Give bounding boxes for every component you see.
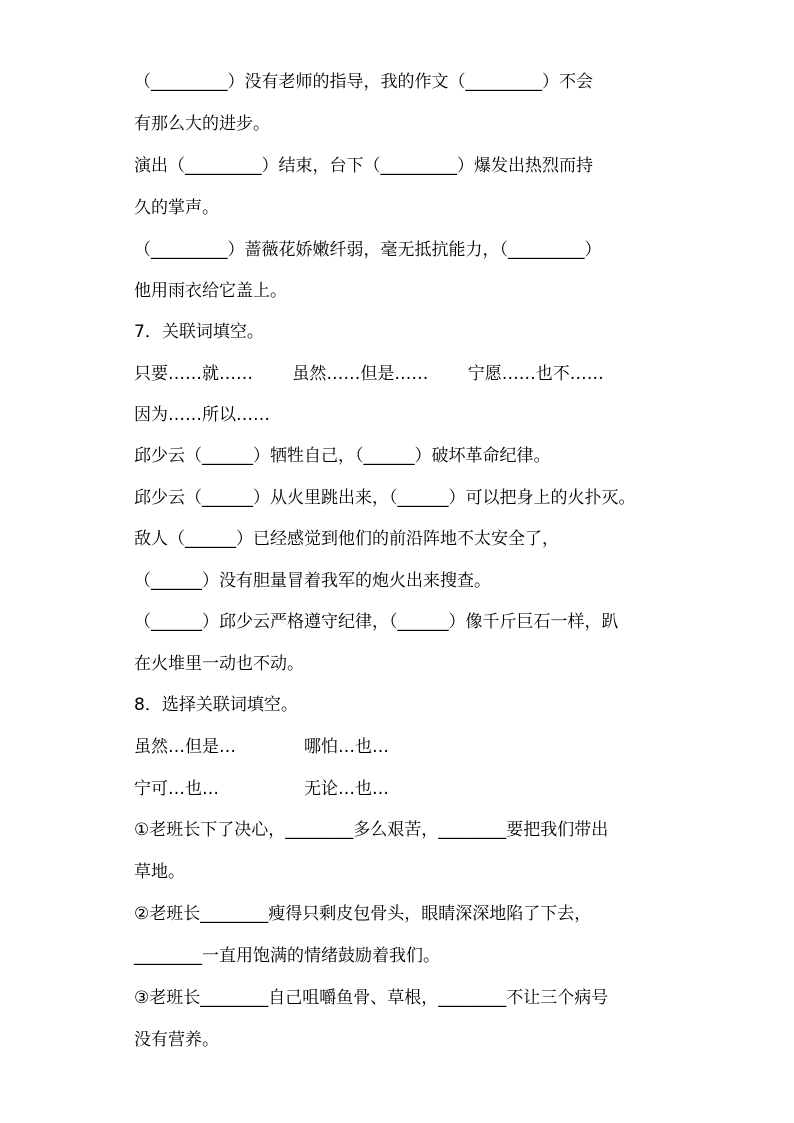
text-line: （_________）没有老师的指导，我的作文（_________）不会 bbox=[134, 72, 593, 92]
text-line: 没有营养。 bbox=[134, 1030, 219, 1050]
section-heading-8: 8．选择关联词填空。 bbox=[134, 695, 298, 715]
section-heading-7: 7．关联词填空。 bbox=[134, 322, 264, 342]
text-line: ②老班长________瘦得只剩皮包骨头，眼睛深深地陷了下去， bbox=[134, 904, 592, 924]
text-line: 在火堆里一动也不动。 bbox=[134, 654, 304, 674]
text-line: ________一直用饱满的情绪鼓励着我们。 bbox=[134, 946, 440, 966]
text-line: 他用雨衣给它盖上。 bbox=[134, 281, 287, 301]
word-bank-line: 宁可…也… 无论…也… bbox=[134, 779, 389, 799]
text-line: 敌人（______）已经感觉到他们的前沿阵地不太安全了， bbox=[134, 529, 559, 549]
text-line: （_________）蔷薇花娇嫩纤弱，毫无抵抗能力，（_________） bbox=[134, 240, 602, 260]
text-line: 邱少云（______）牺牲自己，（______）破坏革命纪律。 bbox=[134, 446, 551, 466]
word-bank-line: 虽然…但是… 哪怕…也… bbox=[134, 737, 389, 757]
text-line: 草地。 bbox=[134, 862, 185, 882]
text-line: （______）没有胆量冒着我军的炮火出来搜查。 bbox=[134, 571, 491, 591]
text-line: 演出（_________）结束，台下（_________）爆发出热烈而持 bbox=[134, 156, 593, 176]
word-bank-line: 因为……所以…… bbox=[134, 405, 270, 425]
word-bank-line: 只要……就…… 虽然……但是…… 宁愿……也不…… bbox=[134, 364, 604, 384]
text-line: 邱少云（______）从火里跳出来，（______）可以把身上的火扑灭。 bbox=[134, 488, 636, 508]
text-line: ①老班长下了决心，________多么艰苦，________要把我们带出 bbox=[134, 820, 609, 840]
text-line: ③老班长________自己咀嚼鱼骨、草根，________不让三个病号 bbox=[134, 988, 609, 1008]
text-line: 久的掌声。 bbox=[134, 198, 219, 218]
text-line: （______）邱少云严格遵守纪律，（______）像千斤巨石一样，趴 bbox=[134, 612, 619, 632]
text-line: 有那么大的进步。 bbox=[134, 114, 270, 134]
